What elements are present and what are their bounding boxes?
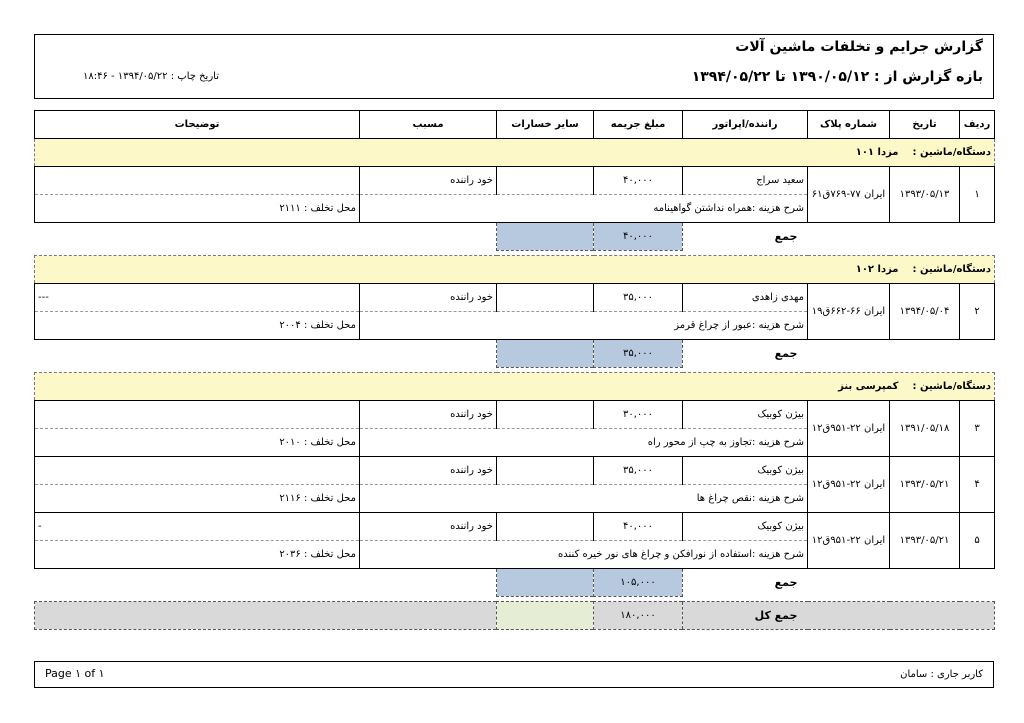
plate-number: ایران ۶۶-۶۶۲ق۱۹ [808, 284, 890, 340]
group-label: دستگاه/ماشین : [912, 147, 991, 158]
spacer [35, 223, 497, 251]
group-header-row [35, 256, 995, 284]
group-machine-name: کمپرسی بنز [838, 381, 899, 392]
col-header-driver: راننده/اپراتور [683, 111, 808, 139]
group-header [35, 373, 995, 401]
page-number: Page ۱ of ۱ [45, 667, 105, 680]
col-header-date: تاریخ [890, 111, 960, 139]
driver-name: بیژن کوبیک [683, 401, 808, 429]
group-header [35, 256, 995, 284]
expense-description: شرح هزینه :همراه نداشتن گواهینامه [360, 195, 808, 223]
culprit: خود راننده [360, 513, 497, 541]
violation-date: ۱۳۹۳/۰۵/۱۳ [890, 167, 960, 223]
group-sum-label: جمع [774, 230, 798, 244]
culprit: خود راننده [360, 284, 497, 312]
violation-place: محل تخلف : ۲۰۰۴ [35, 312, 360, 340]
grand-total-value: ۱۸۰,۰۰۰ [594, 602, 683, 630]
violation-place: محل تخلف : ۲۱۱۶ [35, 485, 360, 513]
group-sum-label: جمع [774, 576, 798, 590]
group-sum-value: ۱۰۵,۰۰۰ [594, 569, 683, 597]
group-sum-other [497, 223, 594, 251]
spacer [35, 602, 497, 630]
row-number: ۱ [960, 167, 995, 223]
other-damages [497, 513, 594, 541]
notes: --- [35, 284, 360, 312]
culprit: خود راننده [360, 167, 497, 195]
grand-total-other [497, 602, 594, 630]
violation-place: محل تخلف : ۲۰۱۰ [35, 429, 360, 457]
group-header-row [35, 373, 995, 401]
fine-amount: ۳۰,۰۰۰ [594, 401, 683, 429]
col-header-notes: توضیحات [35, 111, 360, 139]
spacer [808, 223, 995, 251]
table-row [35, 401, 995, 429]
plate-number: ایران ۷۷-۷۶۹ق۶۱ [808, 167, 890, 223]
table-row [35, 284, 995, 312]
grand-total-label: جمع کل [683, 602, 808, 630]
spacer [35, 340, 497, 368]
violations-table [34, 110, 995, 630]
row-number: ۳ [960, 401, 995, 457]
col-header-fine: مبلغ جریمه [594, 111, 683, 139]
expense-description: شرح هزینه :تجاوز به چپ از محور راه [360, 429, 808, 457]
report-header [34, 34, 994, 99]
culprit: خود راننده [360, 401, 497, 429]
grand-total-row [35, 602, 995, 630]
plate-number: ایران ۲۲-۹۵۱ق۱۲ [808, 457, 890, 513]
driver-name: بیژن کوبیک [683, 457, 808, 485]
fine-amount: ۴۰,۰۰۰ [594, 167, 683, 195]
fine-amount: ۴۰,۰۰۰ [594, 513, 683, 541]
group-header [35, 139, 995, 167]
other-damages [497, 401, 594, 429]
violation-date: ۱۳۹۳/۰۵/۲۱ [890, 457, 960, 513]
table-header-row [35, 111, 995, 139]
violation-date: ۱۳۹۱/۰۵/۱۸ [890, 401, 960, 457]
table-row [35, 513, 995, 541]
spacer [808, 340, 995, 368]
violation-date: ۱۳۹۴/۰۵/۰۴ [890, 284, 960, 340]
spacer [808, 569, 995, 597]
group-sum-value: ۴۰,۰۰۰ [594, 223, 683, 251]
group-sum-row [35, 340, 995, 368]
table-row [35, 457, 995, 485]
col-header-plate: شماره پلاک [808, 111, 890, 139]
group-label: دستگاه/ماشین : [912, 381, 991, 392]
group-sum-other [497, 340, 594, 368]
group-sum-other [497, 569, 594, 597]
plate-number: ایران ۲۲-۹۵۱ق۱۲ [808, 513, 890, 569]
violation-date: ۱۳۹۳/۰۵/۲۱ [890, 513, 960, 569]
group-machine-name: مزدا ۱۰۱ [855, 147, 899, 158]
group-label: دستگاه/ماشین : [912, 264, 991, 275]
notes [35, 401, 360, 429]
group-machine-name: مزدا ۱۰۲ [855, 264, 899, 275]
expense-description: شرح هزینه :عبور از چراغ قرمز [360, 312, 808, 340]
group-sum-row [35, 569, 995, 597]
notes: - [35, 513, 360, 541]
fine-amount: ۳۵,۰۰۰ [594, 457, 683, 485]
spacer [35, 569, 497, 597]
driver-name: بیژن کوبیک [683, 513, 808, 541]
driver-name: مهدی زاهدی [683, 284, 808, 312]
row-number: ۴ [960, 457, 995, 513]
violation-place: محل تخلف : ۲۰۳۶ [35, 541, 360, 569]
group-sum-value: ۳۵,۰۰۰ [594, 340, 683, 368]
report-range: بازه گزارش از : ۱۳۹۰/۰۵/۱۲ تا ۱۳۹۴/۰۵/۲۲ [691, 69, 983, 85]
fine-amount: ۳۵,۰۰۰ [594, 284, 683, 312]
table-row [35, 167, 995, 195]
driver-name: سعید سراج [683, 167, 808, 195]
notes [35, 167, 360, 195]
report-footer [34, 661, 994, 688]
print-date: تاریخ چاپ : ۱۳۹۴/۰۵/۲۲ - ۱۸:۴۶ [83, 71, 219, 82]
row-number: ۲ [960, 284, 995, 340]
col-header-row: ردیف [960, 111, 995, 139]
notes [35, 457, 360, 485]
plate-number: ایران ۲۲-۹۵۱ق۱۲ [808, 401, 890, 457]
row-number: ۵ [960, 513, 995, 569]
expense-description: شرح هزینه :استفاده از نورافکن و چراغ های نور خیره کننده [360, 541, 808, 569]
other-damages [497, 167, 594, 195]
group-sum-label: جمع [774, 347, 798, 361]
group-sum-row [35, 223, 995, 251]
spacer [808, 602, 995, 630]
report-title: گزارش جرایم و تخلفات ماشین آلات [735, 39, 983, 55]
other-damages [497, 284, 594, 312]
group-header-row [35, 139, 995, 167]
current-user: کاربر جاری : سامان [900, 669, 983, 680]
culprit: خود راننده [360, 457, 497, 485]
expense-description: شرح هزینه :نقص چراغ ها [360, 485, 808, 513]
other-damages [497, 457, 594, 485]
violation-place: محل تخلف : ۲۱۱۱ [35, 195, 360, 223]
col-header-other: سایر خسارات [497, 111, 594, 139]
col-header-culprit: مسبب [360, 111, 497, 139]
